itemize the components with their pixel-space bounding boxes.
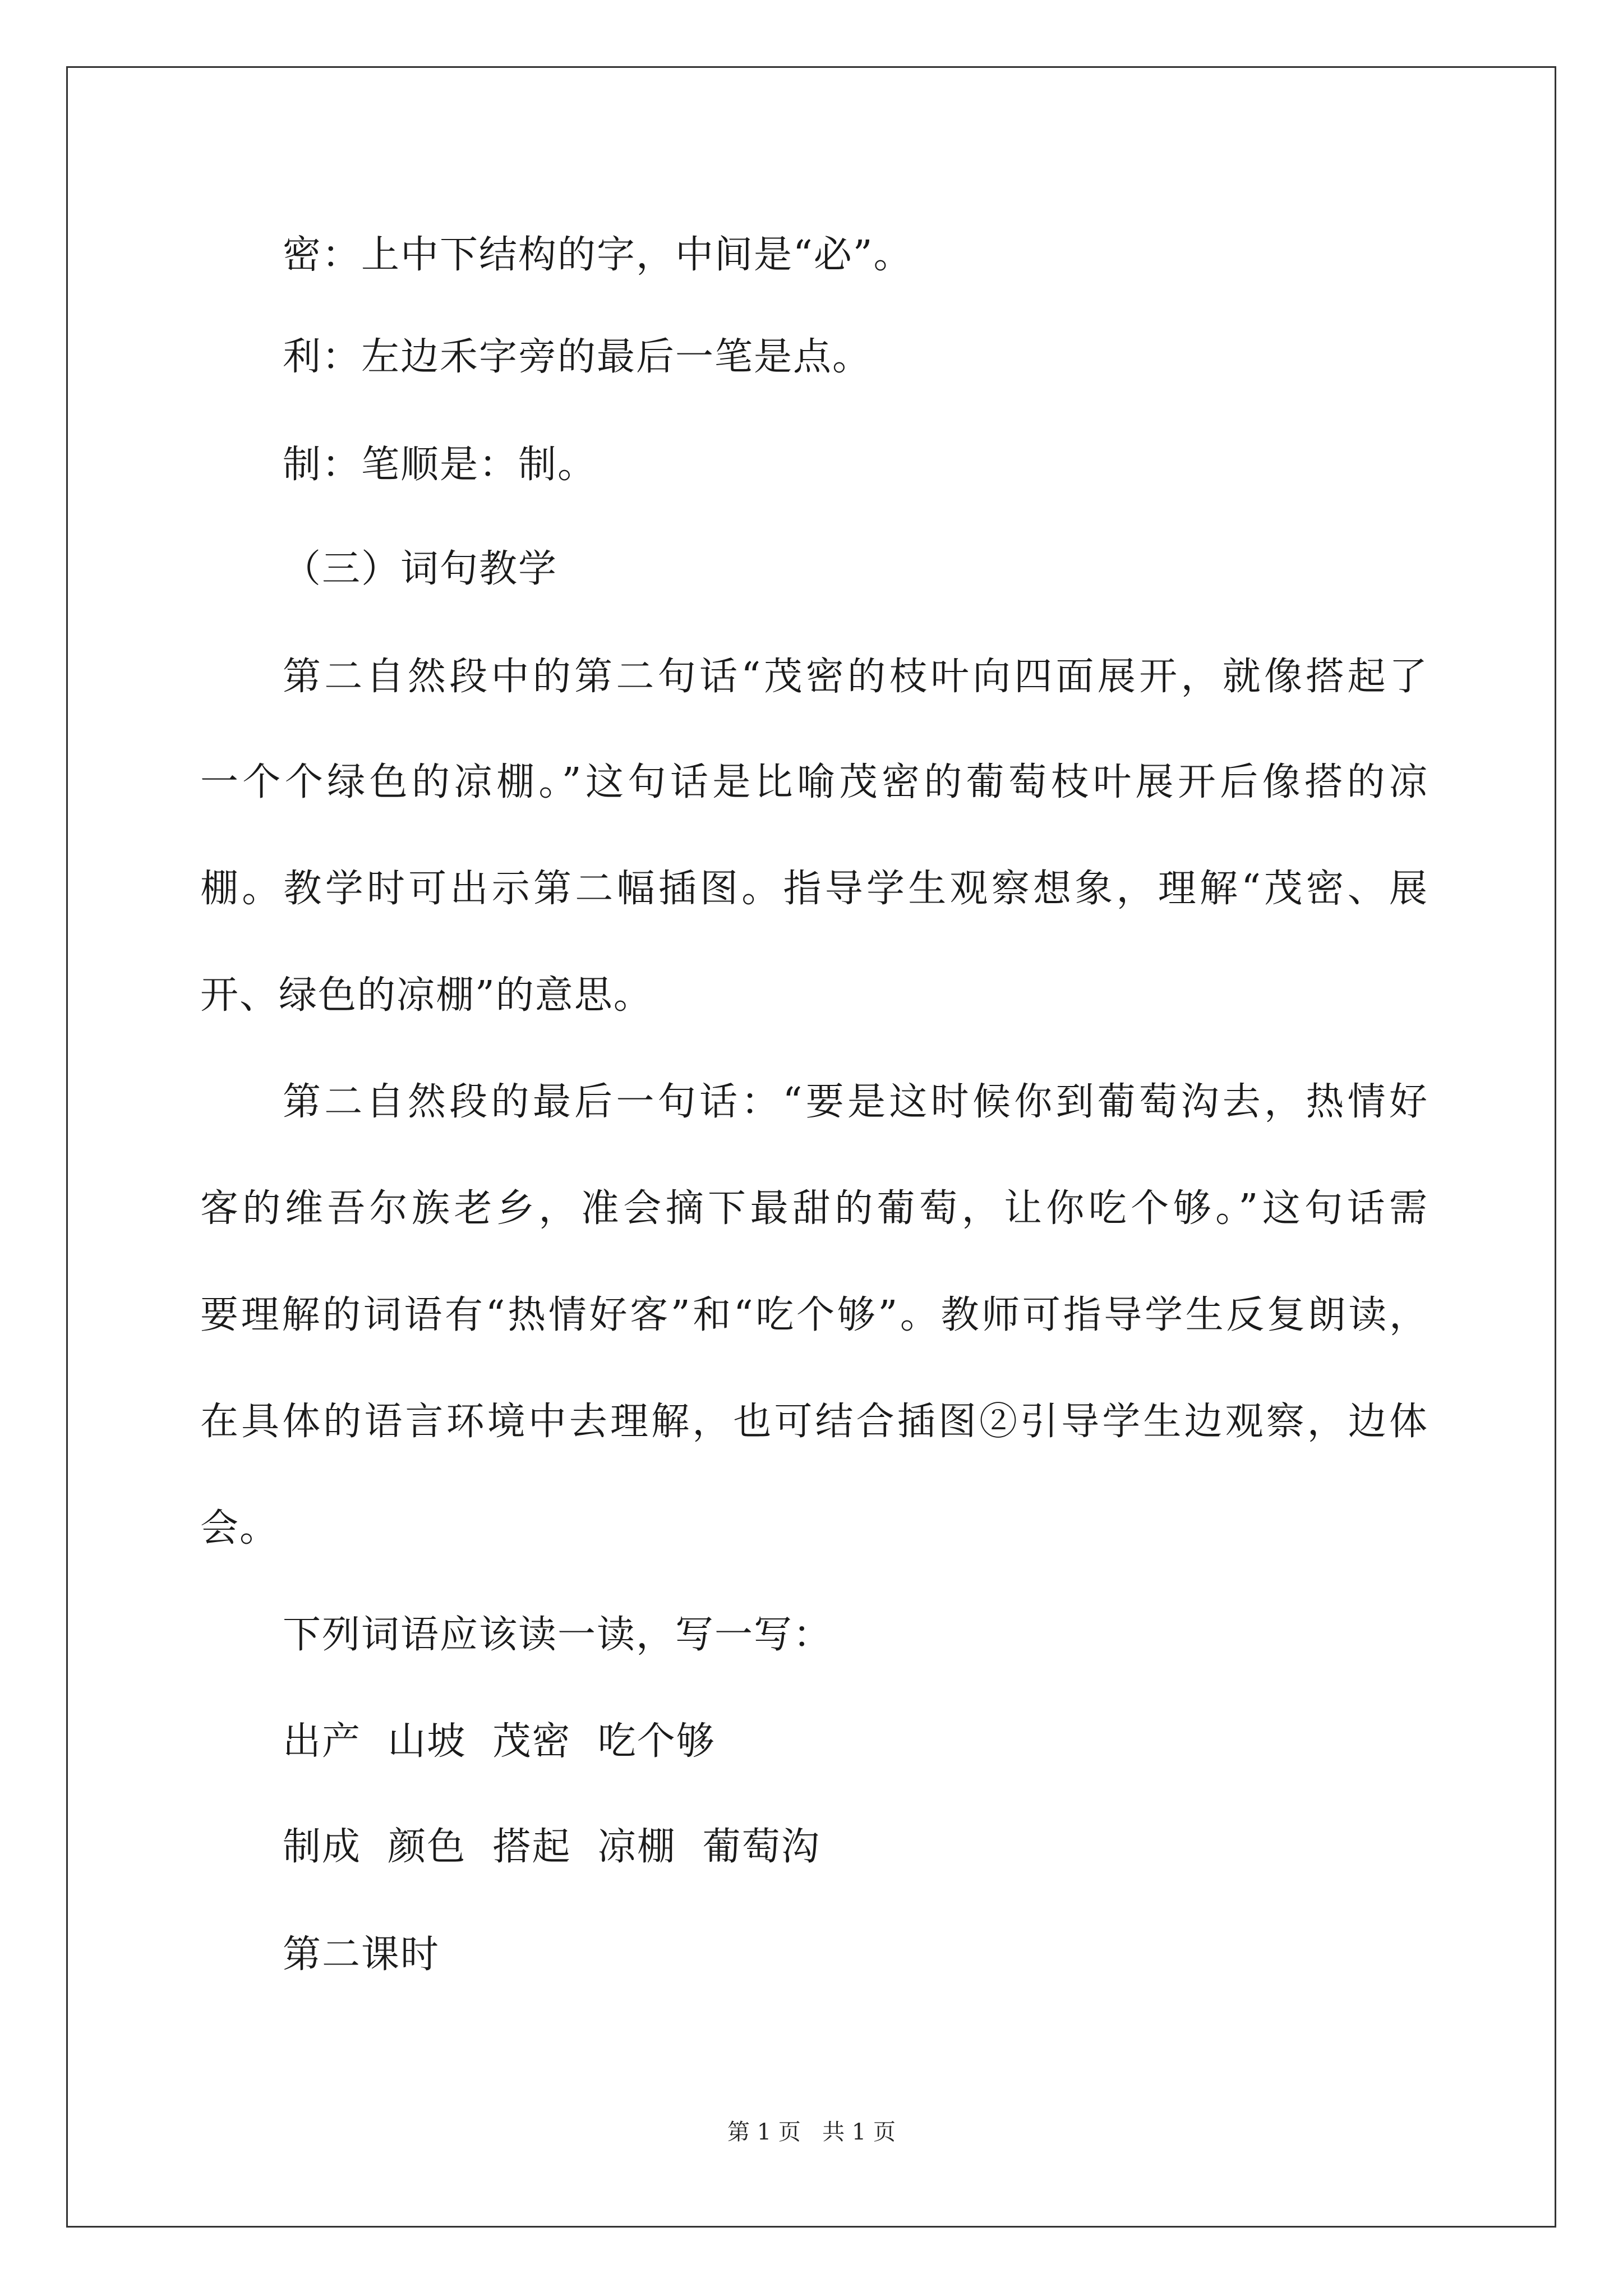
text-line: 制：笔顺是：制。 [283,443,597,487]
text-line: 密：上中下结构的字，中间是“必”。 [283,233,913,277]
text-line: 利：左边禾字旁的最后一笔是点。 [283,335,872,379]
section-heading: （三）词句教学 [283,547,558,591]
page-number-footer: 第 1 页 共 1 页 [727,2119,896,2145]
vocabulary-line: 制成 颜色 搭起 凉棚 葡萄沟 [283,1825,820,1869]
text-line: 会。 [200,1506,279,1550]
text-line: 一个个绿色的凉棚。”这句话是比喻茂密的葡萄枝叶展开后像搭的凉 [200,760,1428,804]
text-line: 棚。教学时可出示第二幅插图。指导学生观察想象，理解“茂密、展 [200,867,1428,911]
text-line: 开、绿色的凉棚”的意思。 [200,973,653,1018]
page-border [66,66,1556,2228]
text-line: 在具体的语言环境中去理解，也可结合插图②引导学生边观察，边体 [200,1400,1428,1444]
text-line: 第二自然段中的第二句话“茂密的枝叶向四面展开，就像搭起了 [283,655,1428,699]
text-line: 客的维吾尔族老乡，准会摘下最甜的葡萄，让你吃个够。”这句话需 [200,1186,1428,1231]
vocabulary-line: 出产 山坡 茂密 吃个够 [283,1719,716,1764]
text-line: 下列词语应该读一读，写一写： [283,1613,833,1657]
text-line: 第二自然段的最后一句话：“要是这时候你到葡萄沟去，热情好 [283,1080,1428,1124]
text-line: 要理解的词语有“热情好客”和“吃个够”。教师可指导学生反复朗读， [200,1293,1428,1337]
section-heading: 第二课时 [283,1932,440,1977]
